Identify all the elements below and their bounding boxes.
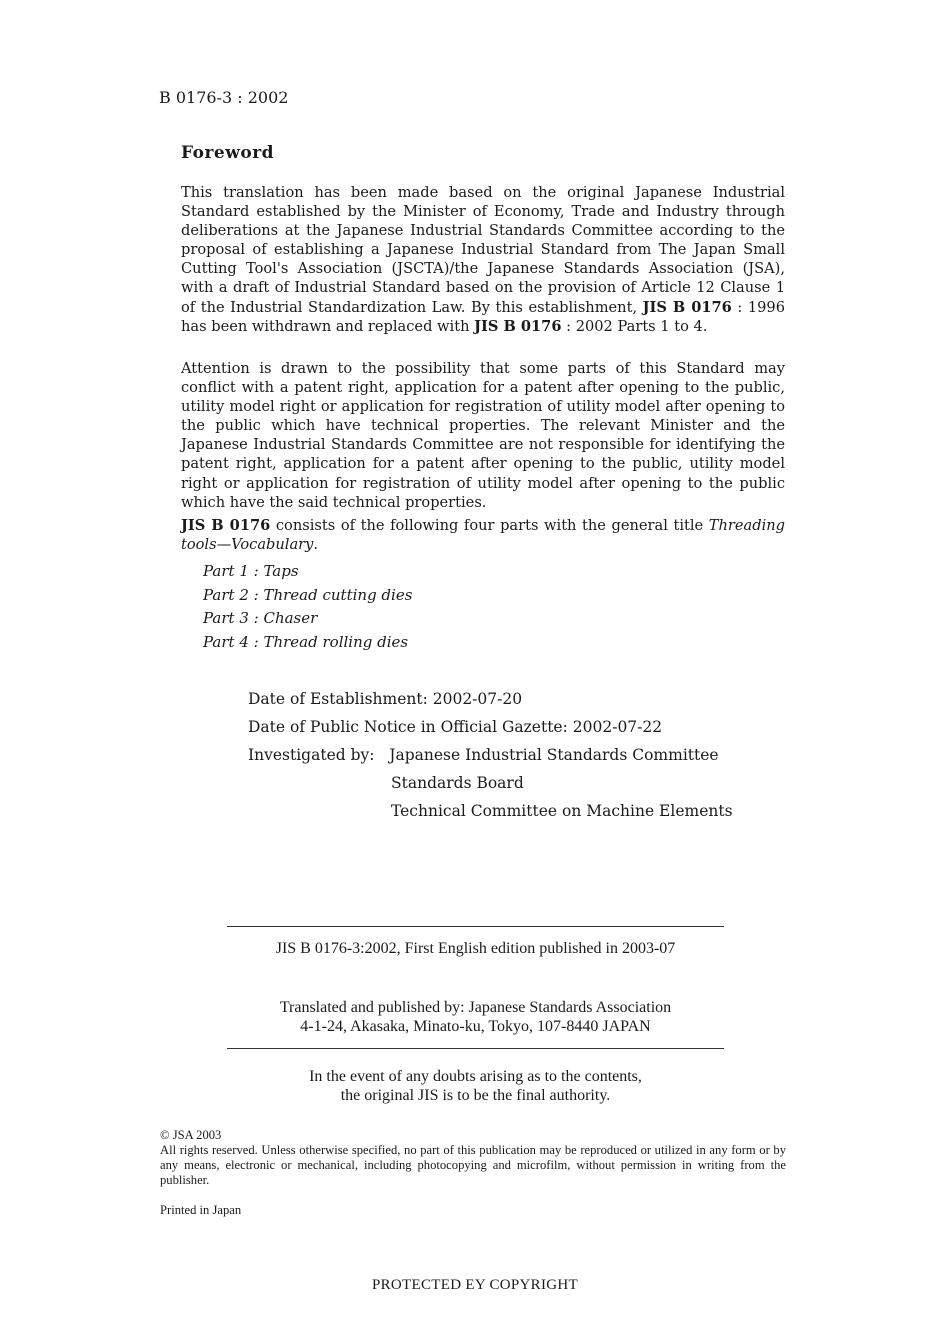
standard-ref: JIS B 0176: [642, 298, 732, 316]
paragraph-text: : 2002 Parts 1 to 4.: [561, 317, 708, 335]
investigated-label: Investigated by:: [248, 746, 375, 764]
establishment-date: Date of Establishment: 2002-07-20: [248, 690, 523, 708]
list-item: Part 1 : Taps: [203, 562, 299, 580]
paragraph-text: : 1996 has been withdrawn and replaced with: [181, 298, 785, 335]
authority-note: [227, 1067, 724, 1105]
page-footer: PROTECTED EY COPYRIGHT: [371, 1277, 579, 1293]
page-header: B 0176-3 : 2002: [159, 88, 289, 107]
page-title: Foreword: [181, 143, 275, 163]
investigated-board: Standards Board: [391, 774, 524, 792]
parts-list: [203, 560, 412, 654]
divider: [227, 926, 724, 927]
standard-ref: JIS B 0176: [181, 517, 271, 534]
copyright-line: © JSA 2003: [160, 1128, 222, 1142]
foreword-paragraph-1: [181, 183, 785, 336]
list-item: Part 4 : Thread rolling dies: [203, 632, 409, 651]
investigated-by: [248, 741, 733, 769]
list-item: Part 3 : Chaser: [203, 609, 318, 627]
divider: [227, 1048, 724, 1049]
dates-block: [248, 685, 733, 825]
investigated-technical-committee: Technical Committee on Machine Elements: [391, 802, 733, 820]
public-notice-date: Date of Public Notice in Official Gazette: 2002-07-22: [248, 718, 663, 736]
translated-by: Translated and published by: Japanese Standards Association: [279, 999, 672, 1016]
authority-line: the original JIS is to be the final authority.: [340, 1087, 611, 1104]
publisher-block: [227, 998, 724, 1036]
foreword-paragraph-3: [181, 516, 785, 554]
foreword-paragraph-2: Attention is drawn to the possibility that some parts of this Standard may conflict with a patent right, application for a patent after opening to the public, utility model right or application for registration of utility model after opening to the public which have technical properties. The relevant Minister and the Japanese Industrial Standards Committee are not responsible for identifying the patent right, application for a patent after opening to the public, utility model right or application for registration of utility model after opening to the public which have the said technical properties.: [181, 360, 785, 511]
paragraph-text: consists of the following four parts with the general title: [270, 517, 709, 534]
paragraph-text: This translation has been made based on the original Japanese Industrial Standard established by the Minister of Economy, Trade and Industry through deliberations at the Japanese Industrial Standards Committee according to the proposal of establishing a Japanese Industrial Standard from The Japan Small Cutting Tool's Association (JSCTA)/the Japanese Standards Association (JSA), with a draft of Industrial Standard based on the provision of Article 12 Clause 1 of the Industrial Standardization Law. By this establishment,: [181, 184, 785, 316]
investigated-committee: Japanese Industrial Standards Committee: [389, 746, 719, 764]
general-title: Threading tools—Vocabulary: [181, 517, 785, 554]
paragraph-text: .: [313, 536, 319, 554]
authority-line: In the event of any doubts arising as to the contents,: [309, 1068, 642, 1085]
publisher-address: 4-1-24, Akasaka, Minato-ku, Tokyo, 107-8440 JAPAN: [300, 1018, 651, 1035]
legal-notice: [160, 1128, 786, 1188]
printed-in: Printed in Japan: [160, 1203, 242, 1217]
rights-notice: All rights reserved. Unless otherwise specified, no part of this publication may be reproduced or utilized in any form or by any means, electronic or mechanical, including photocopying and microfilm, without permission in writing from the publisher.: [160, 1143, 786, 1187]
standard-ref: JIS B 0176: [474, 317, 562, 335]
edition-line: JIS B 0176-3:2002, First English edition published in 2003-07: [275, 940, 676, 957]
list-item: Part 2 : Thread cutting dies: [203, 585, 413, 604]
